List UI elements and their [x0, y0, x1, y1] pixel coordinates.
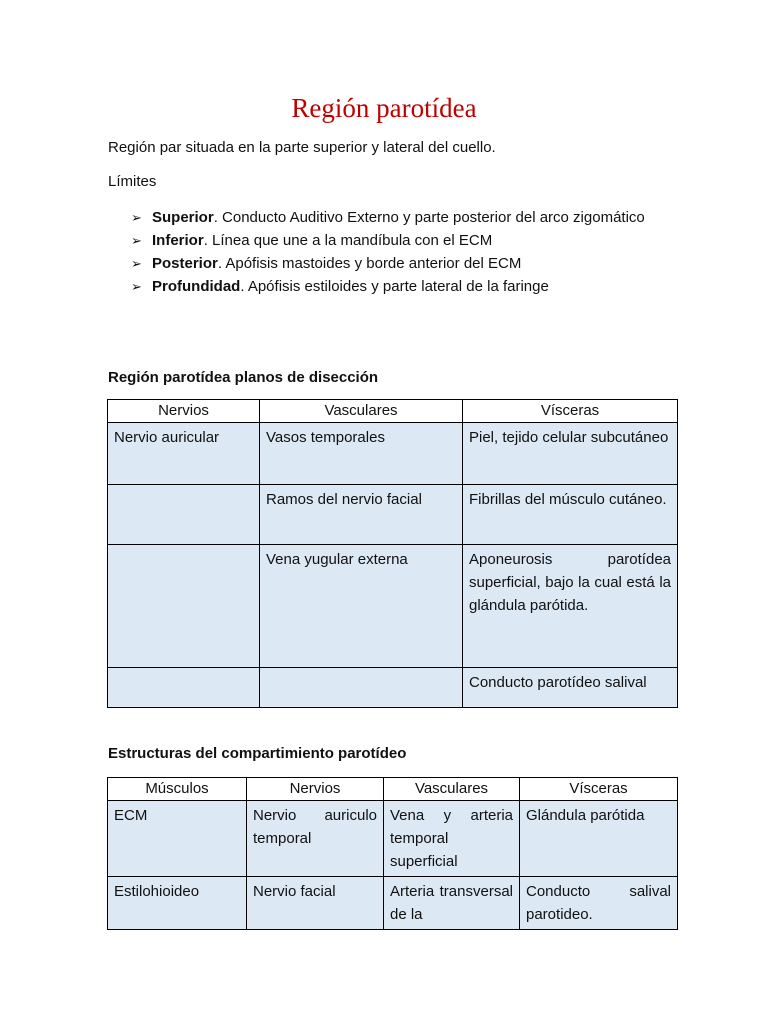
- limit-label: Posterior: [152, 255, 218, 272]
- page-title: Región parotídea: [291, 93, 477, 123]
- limit-text: . Línea que une a la mandíbula con el ECM: [203, 232, 493, 249]
- limits-heading: Límites: [108, 173, 157, 190]
- table-cell: Fibrillas del músculo cutáneo.: [463, 485, 678, 545]
- limit-item-inferior: [131, 229, 661, 252]
- limit-text: . Apófisis mastoides y borde anterior del ECM: [217, 255, 522, 272]
- arrow-bullet-icon: ➢: [131, 210, 142, 225]
- limit-text: . Apófisis estiloides y parte lateral de la faringe: [240, 278, 549, 295]
- arrow-bullet-icon: ➢: [131, 256, 142, 271]
- table-cell: ECM: [108, 801, 247, 877]
- column-header: Músculos: [108, 778, 247, 801]
- column-header: Vísceras: [520, 778, 678, 801]
- table-cell: Estilohioideo: [108, 877, 247, 930]
- table-row: [108, 877, 678, 930]
- table-header-row: [108, 400, 678, 423]
- arrow-bullet-icon: ➢: [131, 279, 142, 294]
- limit-label: Profundidad: [152, 278, 241, 295]
- limit-text: . Conducto Auditivo Externo y parte posterior del arco zigomático: [213, 209, 645, 226]
- table-cell: Nervio auricular: [108, 423, 260, 485]
- structures-table: [107, 777, 678, 930]
- section-heading-structures: Estructuras del compartimiento parotídeo: [108, 745, 407, 762]
- table-cell: Nervio facial: [247, 877, 384, 930]
- column-header: Nervios: [108, 400, 260, 423]
- table-row: [108, 801, 678, 877]
- column-header: Vísceras: [463, 400, 678, 423]
- table-cell: Arteria transversal de la: [384, 877, 520, 930]
- table-cell: [260, 668, 463, 708]
- column-header: Vasculares: [260, 400, 463, 423]
- table-row: [108, 545, 678, 668]
- table-cell: Conducto parotídeo salival: [463, 668, 678, 708]
- limits-list: [131, 206, 661, 298]
- limit-item-superior: [131, 206, 661, 229]
- table-cell: Piel, tejido celular subcutáneo: [463, 423, 678, 485]
- intro-text: Región par situada en la parte superior y lateral del cuello.: [108, 139, 496, 156]
- table-cell: Conducto salival parotideo.: [520, 877, 678, 930]
- table-header-row: [108, 778, 678, 801]
- dissection-table: [107, 399, 678, 708]
- table-cell: [108, 545, 260, 668]
- arrow-bullet-icon: ➢: [131, 233, 142, 248]
- table-cell: [108, 668, 260, 708]
- table-row: [108, 423, 678, 485]
- table-row: [108, 668, 678, 708]
- table-cell: Nervio auriculo temporal: [247, 801, 384, 877]
- table-cell: Vasos temporales: [260, 423, 463, 485]
- limit-item-posterior: [131, 252, 661, 275]
- column-header: Vasculares: [384, 778, 520, 801]
- section-heading-dissection: Región parotídea planos de disección: [108, 369, 379, 386]
- column-header: Nervios: [247, 778, 384, 801]
- table-cell: Ramos del nervio facial: [260, 485, 463, 545]
- table-cell: Vena yugular externa: [260, 545, 463, 668]
- limit-label: Superior: [152, 209, 214, 226]
- table-cell: [108, 485, 260, 545]
- limit-item-profundidad: [131, 275, 661, 298]
- table-row: [108, 485, 678, 545]
- table-cell: Vena y arteria temporal superficial: [384, 801, 520, 877]
- limit-label: Inferior: [152, 232, 204, 249]
- table-cell: Aponeurosis parotídea superficial, bajo la cual está la glándula parótida.: [463, 545, 678, 668]
- table-cell: Glándula parótida: [520, 801, 678, 877]
